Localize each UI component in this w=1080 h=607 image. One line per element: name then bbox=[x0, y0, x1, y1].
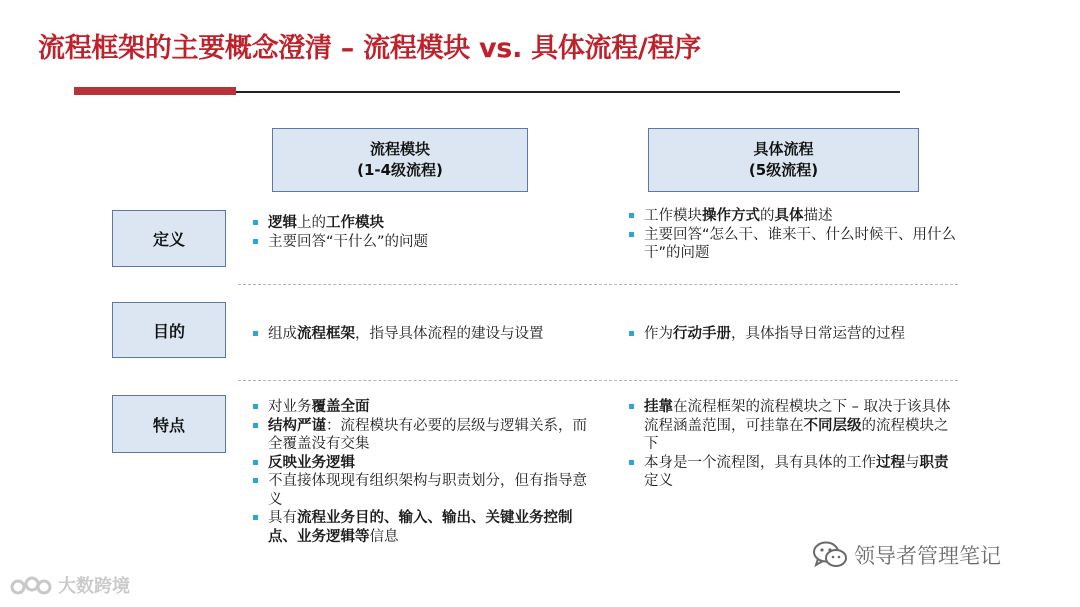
bullet-list bbox=[252, 214, 604, 251]
bullet-text: 具有 bbox=[268, 510, 297, 526]
bullet-text: ，指导具体流程的建设与设置 bbox=[355, 326, 544, 342]
bullet-text: 与 bbox=[905, 454, 920, 471]
watermark-left-text: 大数跨境 bbox=[58, 576, 130, 597]
watermark-right-text: 领导者管理笔记 bbox=[854, 544, 1001, 568]
bullet-text-bold: 反映业务逻辑 bbox=[268, 454, 355, 471]
bullet-text-bold: 覆盖全面 bbox=[311, 399, 370, 415]
bullet-text: 组成 bbox=[268, 326, 297, 342]
bullet-text: 主要回答“怎么干、谁来干、什么时候干、用什么干”的问题 bbox=[644, 226, 957, 261]
bullet-text: 定义 bbox=[644, 473, 673, 489]
cell-definition-specific bbox=[628, 207, 968, 263]
column-header-subtitle: (5级流程) bbox=[748, 161, 819, 179]
cell-features-module bbox=[252, 398, 598, 546]
bullet-text: ，具体指导日常运营的过程 bbox=[731, 326, 905, 342]
bullet-list bbox=[252, 325, 612, 344]
column-header-title: 具体流程 bbox=[753, 140, 814, 158]
bullet-item bbox=[628, 398, 958, 454]
bullet-list bbox=[252, 398, 598, 546]
bullet-item bbox=[252, 454, 598, 473]
column-header-title: 流程模块 bbox=[369, 140, 430, 158]
bullet-text: 的流程模块之下 bbox=[644, 417, 949, 452]
bullet-item bbox=[252, 325, 612, 344]
column-header-process-module bbox=[272, 128, 528, 192]
bullet-list bbox=[628, 398, 958, 491]
bullet-text: 主要回答“干什么”的问题 bbox=[268, 233, 429, 250]
slide-title: 流程框架的主要概念澄清 – 流程模块 vs. 具体流程/程序 bbox=[38, 33, 701, 64]
column-header-subtitle: (1-4级流程) bbox=[357, 161, 443, 179]
bullet-text: 上的 bbox=[297, 215, 326, 231]
row-header-definition: 定义 bbox=[112, 210, 226, 267]
row-header-purpose: 目的 bbox=[112, 302, 226, 358]
bullet-text: 工作模块 bbox=[644, 208, 702, 224]
bullet-item bbox=[628, 207, 968, 226]
bullet-text: 不直接体现现有组织架构与职责划分，但有指导意义 bbox=[268, 473, 587, 508]
bullet-text-bold: 具体 bbox=[774, 208, 804, 224]
bullet-item bbox=[252, 398, 598, 417]
cell-definition-module bbox=[252, 214, 604, 251]
bullet-item bbox=[628, 454, 958, 491]
row-divider bbox=[238, 380, 958, 381]
cell-features-specific bbox=[628, 398, 958, 491]
bullet-text: 对业务 bbox=[268, 399, 312, 415]
bullet-text: 本身是一个流程图，具有具体的工作 bbox=[644, 454, 876, 471]
bullet-list bbox=[628, 207, 968, 263]
watermark-logo-icon bbox=[10, 573, 52, 597]
cell-purpose-specific bbox=[628, 325, 968, 344]
title-underline bbox=[236, 91, 900, 93]
bullet-item bbox=[252, 214, 604, 233]
row-divider bbox=[238, 284, 958, 285]
wechat-icon bbox=[812, 540, 848, 570]
bullet-text-bold: 操作方式 bbox=[702, 208, 760, 224]
bullet-text-bold: 不同层级 bbox=[803, 417, 862, 434]
watermark-right bbox=[812, 540, 1001, 570]
bullet-text: 信息 bbox=[369, 528, 399, 545]
bullet-text-bold: 结构严谨 bbox=[268, 417, 326, 434]
bullet-text: 在流程框架的流程模块之下 – 取决于该具体流程涵盖范围，可挂靠在 bbox=[644, 399, 951, 434]
watermark-left bbox=[10, 572, 130, 598]
row-header-features: 特点 bbox=[112, 395, 226, 453]
bullet-item bbox=[252, 417, 598, 454]
bullet-text-bold: 行动手册 bbox=[673, 326, 731, 342]
bullet-text: 的 bbox=[760, 208, 775, 224]
bullet-text-bold: 工作模块 bbox=[326, 215, 384, 231]
bullet-item bbox=[252, 233, 604, 252]
bullet-text-bold: 挂靠 bbox=[644, 399, 673, 415]
bullet-text-bold: 流程框架 bbox=[297, 326, 355, 342]
bullet-text: 作为 bbox=[644, 326, 673, 342]
bullet-text-bold: 过程 bbox=[876, 454, 905, 471]
bullet-item bbox=[252, 472, 598, 509]
bullet-text-bold: 职责 bbox=[919, 454, 949, 471]
title-underline-accent bbox=[74, 87, 236, 95]
bullet-text-bold: 逻辑 bbox=[268, 215, 297, 231]
bullet-text: 描述 bbox=[803, 208, 833, 224]
cell-purpose-module bbox=[252, 325, 612, 344]
bullet-text-bold: 流程业务目的、输入、输出、关键业务控制点、业务逻辑等 bbox=[268, 510, 573, 545]
bullet-item bbox=[628, 226, 968, 263]
bullet-text: ：流程模块有必要的层级与逻辑关系，而全覆盖没有交集 bbox=[268, 417, 587, 452]
bullet-item bbox=[252, 509, 598, 546]
bullet-item bbox=[628, 325, 968, 344]
column-header-specific-process bbox=[648, 128, 919, 192]
bullet-list bbox=[628, 325, 968, 344]
